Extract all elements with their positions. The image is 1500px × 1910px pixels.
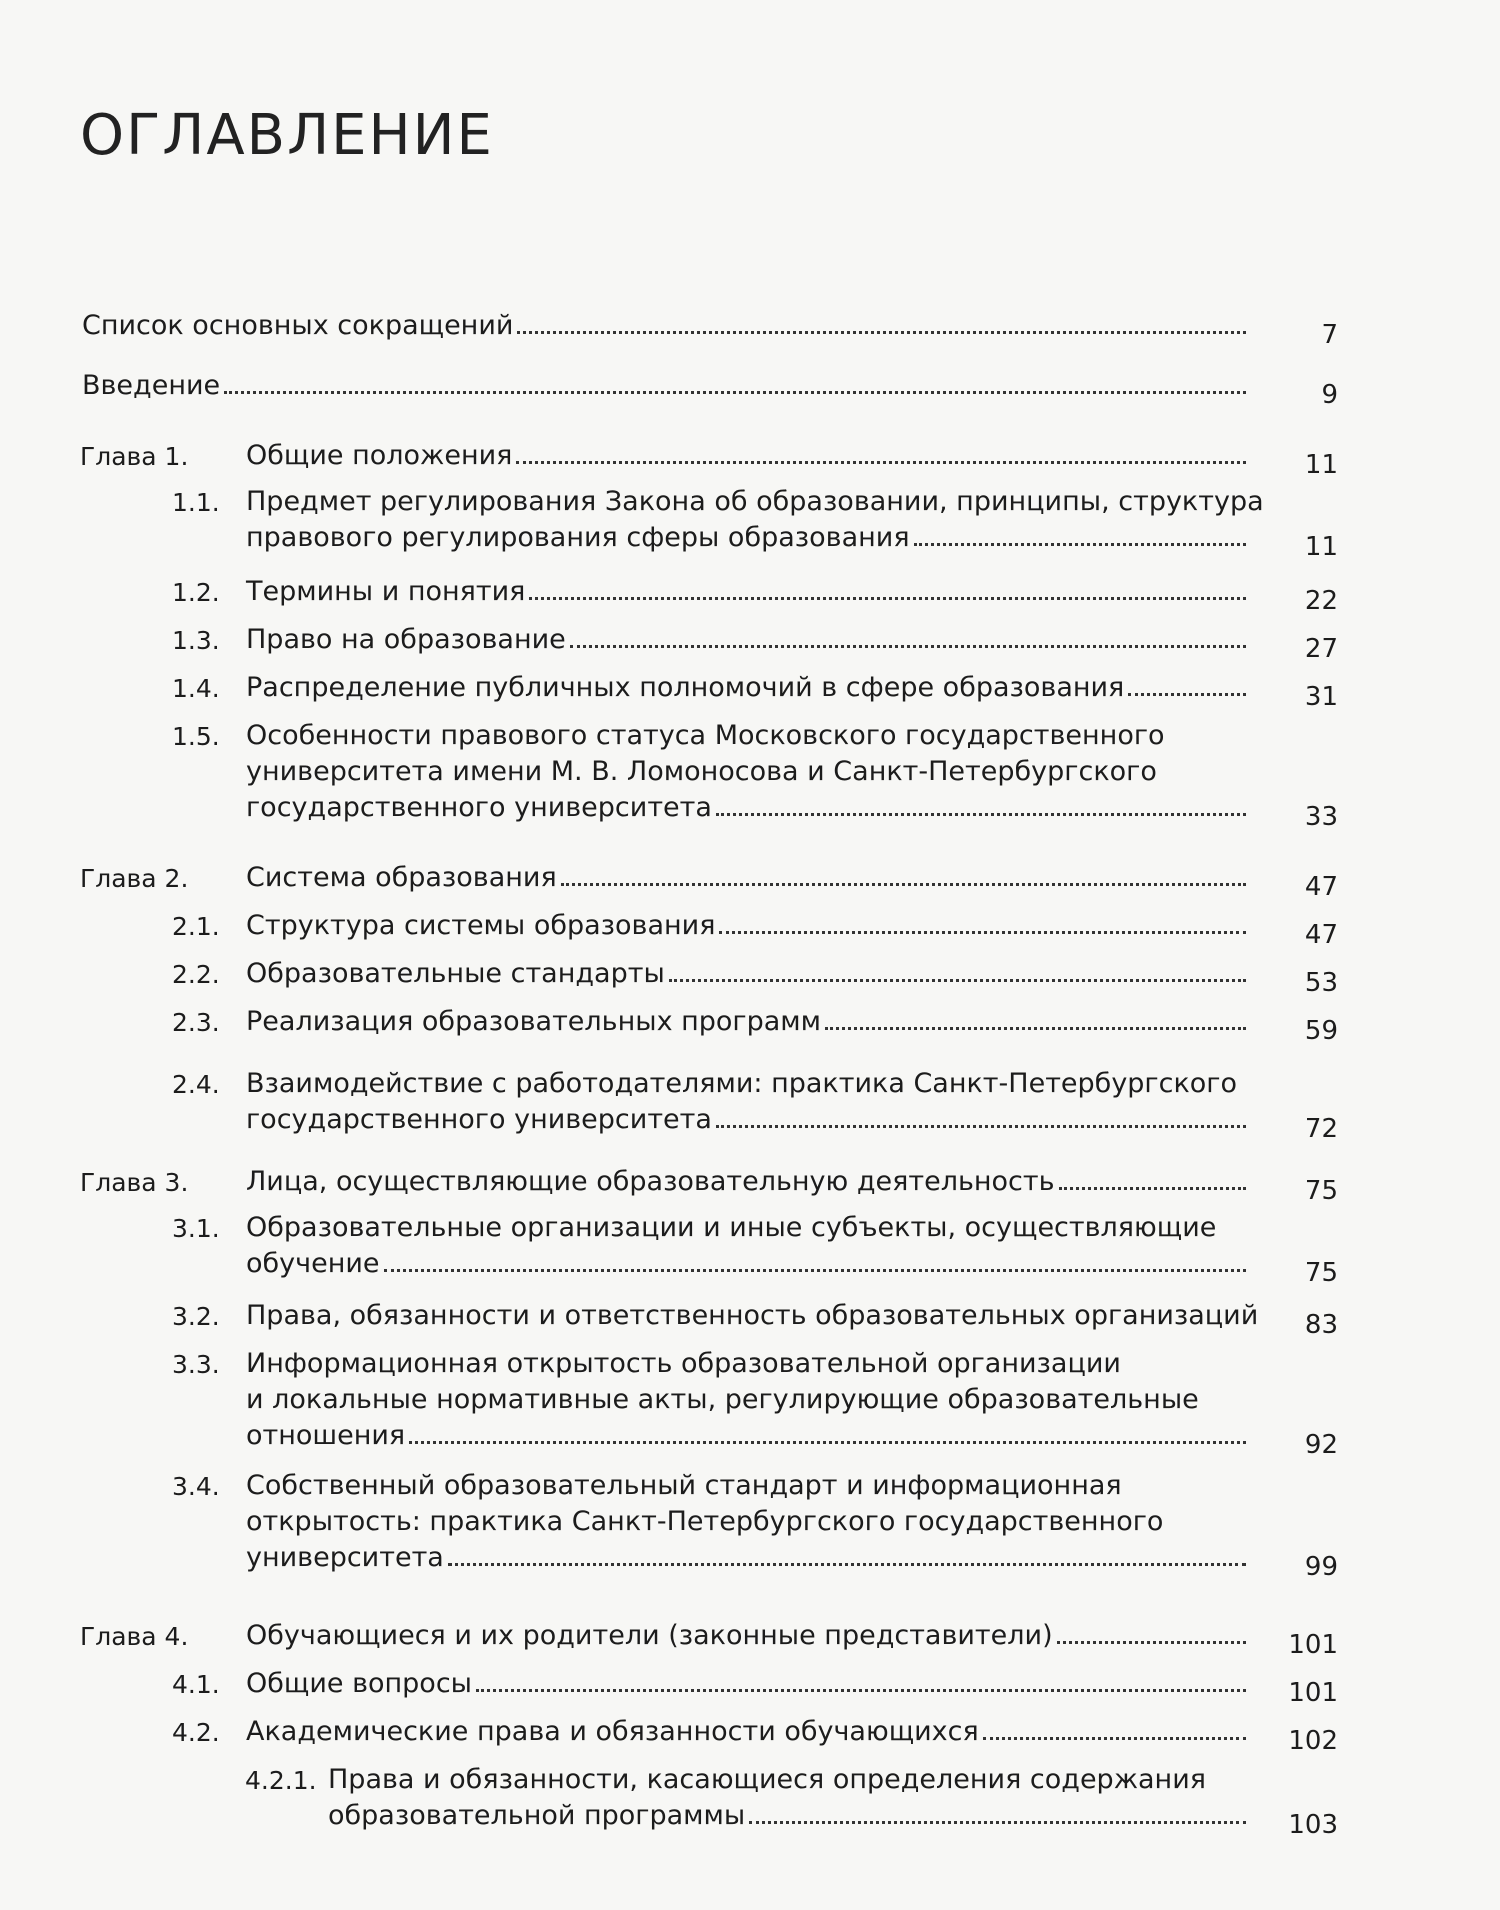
toc-page-number: 103 [1288, 1810, 1338, 1840]
toc-entry-title: правового регулирования сферы образования [246, 522, 910, 553]
toc-page-number: 59 [1304, 1016, 1338, 1046]
toc-entry-title-line [82, 312, 1250, 339]
toc-entry-title-line [246, 674, 1250, 701]
dot-leader [516, 461, 1246, 464]
toc-entry-title: государственного университета [246, 1104, 712, 1135]
dot-leader [517, 331, 1246, 334]
toc-entry-title-line [246, 578, 1250, 605]
dot-leader [561, 883, 1246, 886]
toc-entry-title: Особенности правового статуса Московского государственного [246, 720, 1165, 751]
toc-entry-number: 4.2.1. [245, 1766, 317, 1795]
toc-entry-title: Распределение публичных полномочий в сфере образования [246, 672, 1125, 703]
toc-entry-title: Общие вопросы [246, 1668, 472, 1699]
dot-leader [224, 391, 1246, 394]
toc-entry-title: Термины и понятия [246, 576, 526, 607]
page-title: ОГЛАВЛЕНИЕ [80, 103, 494, 168]
toc-entry-title-line [246, 960, 1250, 987]
dot-leader [719, 931, 1246, 934]
toc-entry-title-line [246, 912, 1250, 939]
toc-page-number: 83 [1304, 1310, 1338, 1340]
toc-page-number: 101 [1288, 1678, 1338, 1708]
toc-entry-title: Права, обязанности и ответственность образовательных организаций [246, 1300, 1259, 1331]
toc-entry-number: 2.4. [172, 1070, 220, 1099]
toc-entry-title: государственного университета [246, 792, 712, 823]
toc-entry-title: Право на образование [246, 624, 566, 655]
toc-entry-title-line [328, 1802, 1250, 1829]
dot-leader [1128, 693, 1246, 696]
toc-page-number: 92 [1304, 1430, 1338, 1460]
toc-entry-number: Глава 4. [80, 1622, 189, 1651]
toc-page-number: 47 [1304, 920, 1338, 950]
dot-leader [749, 1821, 1246, 1824]
toc-entry-number: 1.3. [172, 626, 220, 655]
toc-entry-title: Общие положения [246, 440, 513, 471]
dot-leader [448, 1563, 1246, 1566]
toc-entry-title-line [246, 1422, 1250, 1449]
toc-entry-number: Глава 3. [80, 1168, 189, 1197]
toc-entry-number: 1.4. [172, 674, 220, 703]
toc-entry-title: Взаимодействие с работодателями: практика Санкт-Петербургского [246, 1068, 1237, 1099]
dot-leader [825, 1027, 1246, 1030]
toc-entry-title-line [246, 1168, 1250, 1195]
toc-entry-title-line [246, 626, 1250, 653]
toc-page-number: 47 [1304, 872, 1338, 902]
toc-entry-title-line [246, 442, 1250, 469]
toc-entry-title-line [246, 1300, 1259, 1331]
toc-page-number: 22 [1304, 586, 1338, 616]
toc-entry-number: 4.2. [172, 1718, 220, 1747]
toc-entry-number: Глава 1. [80, 442, 189, 471]
toc-entry-title-line [246, 722, 1165, 749]
toc-entry-title-line [246, 864, 1250, 891]
toc-entry-title-line [246, 1214, 1216, 1241]
dot-leader [1059, 1187, 1246, 1190]
toc-page-number: 31 [1304, 682, 1338, 712]
toc-entry-title-line [246, 1472, 1122, 1499]
toc-entry-number: 1.1. [172, 488, 220, 517]
toc-entry-number: Глава 2. [80, 864, 189, 893]
toc-entry-title-line [246, 1070, 1237, 1097]
toc-entry-number: 3.3. [172, 1350, 220, 1379]
toc-entry-title: Структура системы образования [246, 910, 716, 941]
dot-leader [983, 1737, 1246, 1740]
toc-entry-number: 1.5. [172, 722, 220, 751]
toc-page-number: 72 [1304, 1114, 1338, 1144]
toc-entry-title-line [246, 1718, 1250, 1745]
toc-entry-title-line [246, 794, 1250, 821]
toc-entry-title-line [82, 372, 1250, 399]
dot-leader [914, 543, 1246, 546]
toc-entry-title: Реализация образовательных программ [246, 1006, 822, 1037]
toc-entry-title-line [246, 1350, 1121, 1377]
toc-entry-title: обучение [246, 1248, 380, 1279]
toc-entry-number: 3.4. [172, 1472, 220, 1501]
toc-entry-title: Введение [82, 370, 221, 401]
toc-entry-title: образовательной программы [328, 1800, 746, 1831]
toc-entry-title-line [246, 524, 1250, 551]
toc-page-number: 9 [1321, 380, 1338, 410]
toc-entry-title: отношения [246, 1420, 406, 1451]
dot-leader [384, 1269, 1246, 1272]
toc-entry-title-line [246, 1386, 1199, 1413]
toc-page-number: 7 [1321, 320, 1338, 350]
toc-entry-number: 3.1. [172, 1214, 220, 1243]
toc-entry-title: Образовательные организации и иные субъекты, осуществляющие [246, 1212, 1217, 1243]
toc-page-number: 99 [1304, 1552, 1338, 1582]
toc-entry-title: Система образования [246, 862, 557, 893]
toc-entry-title-line [246, 1008, 1250, 1035]
toc-entry-title: Обучающиеся и их родители (законные представители) [246, 1620, 1053, 1651]
toc-entry-title: Академические права и обязанности обучающихся [246, 1716, 979, 1747]
toc-entry-title-line [246, 758, 1157, 785]
toc-page-number: 27 [1304, 634, 1338, 664]
toc-entry-title: университета имени М. В. Ломоносова и Санкт-Петербургского [246, 756, 1157, 787]
toc-page-number: 101 [1288, 1630, 1338, 1660]
toc-entry-title-line [246, 488, 1264, 515]
toc-page-number: 75 [1304, 1258, 1338, 1288]
dot-leader [529, 597, 1246, 600]
toc-entry-title: Список основных сокращений [82, 310, 514, 341]
toc-entry-title-line [246, 1622, 1250, 1649]
toc-entry-title: открытость: практика Санкт-Петербургского государственного [246, 1506, 1164, 1537]
toc-entry-title-line [246, 1508, 1163, 1535]
toc-page-number: 53 [1304, 968, 1338, 998]
toc-entry-number: 2.2. [172, 960, 220, 989]
toc-entry-title: и локальные нормативные акты, регулирующие образовательные [246, 1384, 1199, 1415]
toc-entry-title-line [246, 1670, 1250, 1697]
toc-entry-title: Информационная открытость образовательной организации [246, 1348, 1121, 1379]
dot-leader [716, 1125, 1246, 1128]
toc-entry-number: 3.2. [172, 1302, 220, 1331]
dot-leader [570, 645, 1246, 648]
toc-entry-number: 4.1. [172, 1670, 220, 1699]
toc-entry-title: Образовательные стандарты [246, 958, 665, 989]
dot-leader [669, 979, 1246, 982]
toc-entry-title-line [246, 1544, 1250, 1571]
toc-entry-title-line [328, 1766, 1206, 1793]
toc-page-number: 33 [1304, 802, 1338, 832]
dot-leader [409, 1441, 1246, 1444]
toc-entry-title-line [246, 1106, 1250, 1133]
dot-leader [716, 813, 1246, 816]
toc-entry-number: 2.3. [172, 1008, 220, 1037]
dot-leader [476, 1689, 1246, 1692]
toc-entry-title: университета [246, 1542, 444, 1573]
toc-page-number: 102 [1288, 1726, 1338, 1756]
dot-leader [1057, 1641, 1246, 1644]
toc-page-number: 11 [1304, 450, 1338, 480]
toc-entry-title-line [246, 1250, 1250, 1277]
toc-entry-title: Предмет регулирования Закона об образовании, принципы, структура [246, 486, 1264, 517]
toc-entry-number: 2.1. [172, 912, 220, 941]
toc-entry-title: Права и обязанности, касающиеся определения содержания [328, 1764, 1207, 1795]
toc-page-number: 11 [1304, 532, 1338, 562]
toc-page-number: 75 [1304, 1176, 1338, 1206]
toc-entry-title: Лица, осуществляющие образовательную деятельность [246, 1166, 1055, 1197]
toc-entry-number: 1.2. [172, 578, 220, 607]
toc-entry-title: Собственный образовательный стандарт и информационная [246, 1470, 1122, 1501]
